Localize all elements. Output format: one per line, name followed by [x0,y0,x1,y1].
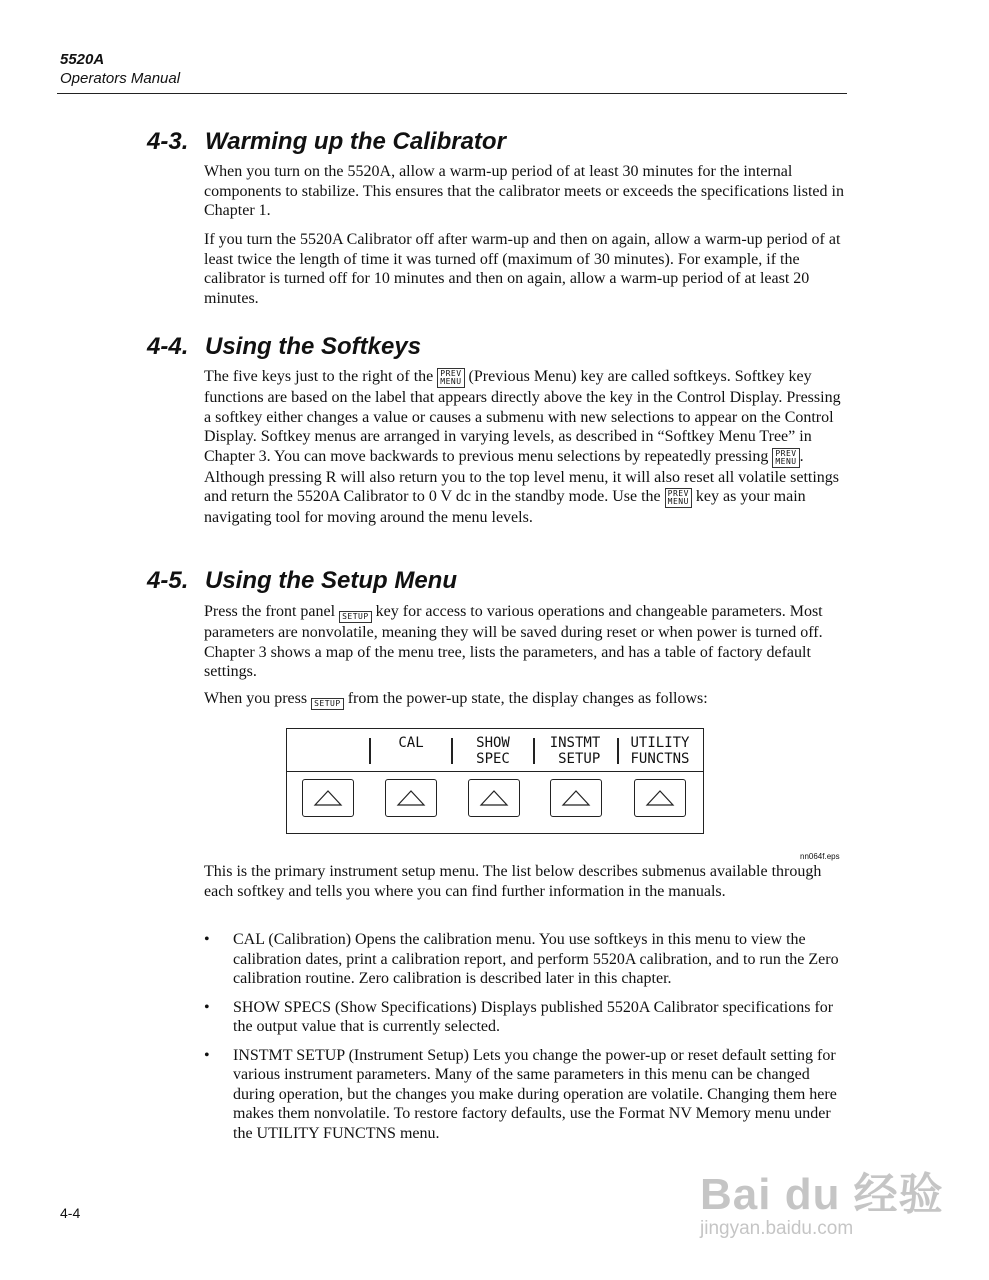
figure-caption: nn064f.eps [800,852,840,861]
header-rule [57,93,847,94]
list-item [204,930,844,989]
list-item [204,1046,844,1144]
softkey-label-utility-functns: UTILITY FUNCTNS [630,735,690,767]
list-item-text: SHOW SPECS (Show Specifications) Displays published 5520A Calibrator specifications for the output value that is currently selected. [233,998,834,1035]
text-run: Press the front panel [204,603,336,620]
section-4-5-para-1 [204,602,844,682]
text-run: key for access to various operations and changeable parameters. Most parameters are nonvolatile, meaning they will be saved during reset or when power is turned off. Chapter 3 shows a map of the menu tree, lists the parameters, and has a table of factory default settings. [204,603,823,680]
label-separator [617,738,619,764]
section-number: 4-3. [147,128,189,155]
section-4-5-heading [147,567,457,595]
section-title: Using the Softkeys [205,333,422,360]
softkey-1-button[interactable] [302,779,354,817]
softkey-label-instmt-setup: INSTMT SETUP [549,735,601,767]
up-triangle-icon [645,788,675,808]
softkey-4-button[interactable] [550,779,602,817]
softkey-5-button[interactable] [634,779,686,817]
section-4-3-heading [147,128,506,156]
display-label-row [287,729,703,772]
section-number: 4-5. [147,567,189,594]
bullet-icon: • [204,931,210,948]
section-4-4-para-1 [204,367,844,528]
bullet-icon: • [204,998,210,1016]
header-model: 5520A [60,51,105,68]
setup-key-icon: SETUP [311,698,344,710]
softkey-label-show-spec: SHOW SPEC [476,735,510,767]
setup-key-icon: SETUP [339,611,372,623]
softkey-label-1 [287,735,369,751]
section-title: Using the Setup Menu [205,567,457,594]
list-item-text: INSTMT SETUP (Instrument Setup) Lets you change the power-up or reset default setting for various instrument parameters. Many of the same parameters in this menu can be changed during operation, but the changes you make during operation are volatile. Changing them here makes them nonvolatile. To restore factory defaults, use the Format NV Memory menu under the UTILITY FUNCTNS menu. [233,1046,837,1142]
page-number: 4-4 [60,1205,81,1221]
softkey-label-cal: CAL [398,735,424,751]
list-item-text: CAL (Calibration) Opens the calibration menu. You use softkeys in this menu to view the calibration dates, print a calibration report, and perform 5520A calibration, and to run the Zero calibration routine. Zero calibration is described later in this chapter. [233,931,839,987]
watermark-brand: Bai du 经验 [700,1170,944,1219]
text-run: . Although pressing R will also return you to the top level menu, it will also reset all volatile settings and return the 5520A Calibrator to 0 V dc in the standby mode. Use the [204,447,840,505]
control-display-figure [286,728,704,834]
prev-menu-key-icon: PREV MENU [665,488,692,508]
text-run: The five keys just to the right of the [204,368,434,385]
up-triangle-icon [561,788,591,808]
prev-menu-key-icon: PREV MENU [772,448,799,468]
up-triangle-icon [479,788,509,808]
bullet-icon: • [204,1046,210,1064]
section-4-5-para-2 [204,689,844,710]
text-run: key as your main navigating tool for moving around the menu levels. [204,488,806,526]
up-triangle-icon [313,788,343,808]
baidu-watermark [700,1158,944,1240]
watermark-url: jingyan.baidu.com [700,1218,854,1239]
up-triangle-icon [396,788,426,808]
prev-menu-key-icon: PREV MENU [437,368,464,388]
header-title: Operators Manual [60,70,181,87]
text-run: from the power-up state, the display changes as follows: [347,690,708,707]
section-number: 4-4. [147,333,189,360]
text-run: (Previous Menu) key are called softkeys. Softkey key functions are based on the label that appears directly above the key in the Control Display. Pressing a softkey either changes a value or causes a submenu with new selections to appear on the Control Display. Softkey menus are arranged in varying levels, as described in “Softkey Menu Tree” in Chapter 3. You can move backwards to previous menu selections by repeatedly pressing [204,368,841,465]
softkey-2-button[interactable] [385,779,437,817]
section-4-4-heading [147,333,421,361]
text-run: When you press [204,690,308,707]
section-4-5-para-3: This is the primary instrument setup menu. The list below describes submenus available through each softkey and tells you where you can find further information in the manuals. [204,863,822,900]
list-item [204,998,844,1037]
section-title: Warming up the Calibrator [205,128,506,155]
section-4-3-para-2: If you turn the 5520A Calibrator off after warm-up and then on again, allow a warm-up period of at least twice the length of time it was turned off (maximum of 30 minutes). For example, if the calibrator is turned off for 10 minutes and then on again, allow a warm-up period of at least 20 minutes. [204,231,841,307]
section-4-3-para-1: When you turn on the 5520A, allow a warm-up period of at least 30 minutes for the internal components to stabilize. This ensures that the calibrator meets or exceeds the specifications listed in Chapter 1. [204,163,844,219]
softkey-3-button[interactable] [468,779,520,817]
submenu-list [204,930,844,1143]
